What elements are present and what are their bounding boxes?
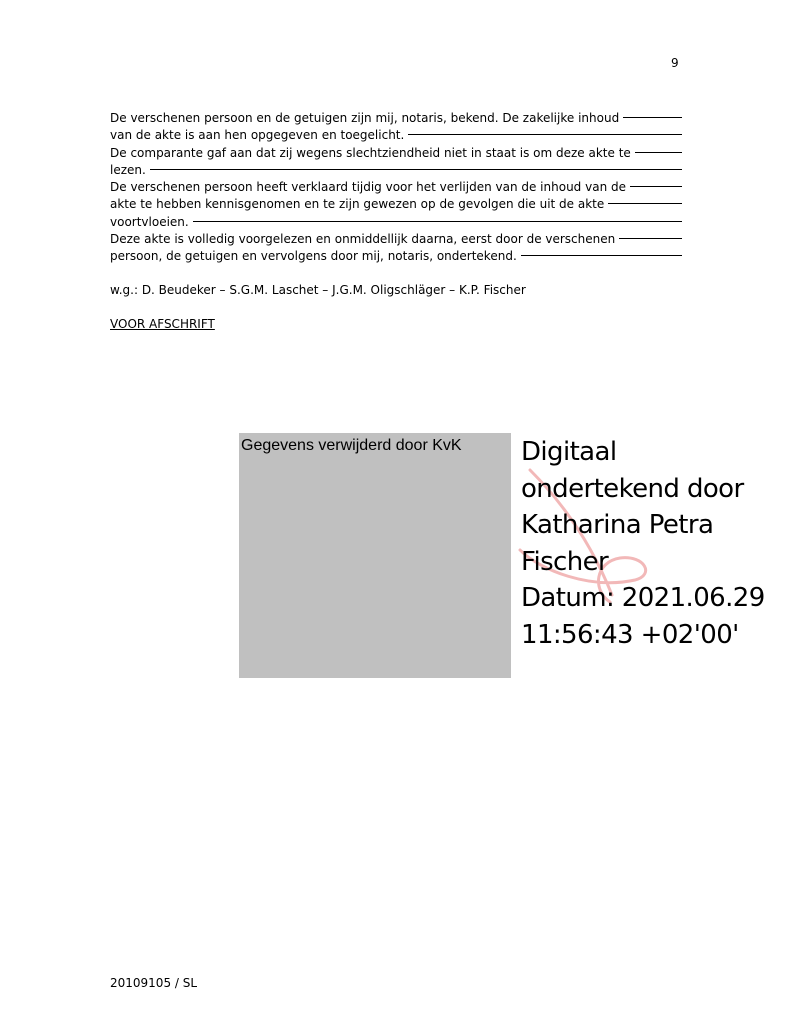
signature-line: Digitaal: [521, 437, 617, 467]
signature-line: Katharina Petra: [521, 510, 714, 540]
text-line: persoon, de getuigen en vervolgens door mij, notaris, ondertekend.: [110, 248, 682, 265]
text-line: De comparante gaf aan dat zij wegens slechtziendheid niet in staat is om deze akte te: [110, 145, 682, 162]
digital-signature-block: [521, 434, 765, 653]
text-line: lezen.: [110, 162, 682, 179]
copy-heading: VOOR AFSCHRIFT: [110, 317, 215, 331]
text-line: De verschenen persoon heeft verklaard tijdig voor het verlijden van de inhoud van de: [110, 179, 682, 196]
signature-line: 11:56:43 +02'00': [521, 619, 739, 650]
line-filler: [619, 238, 682, 239]
signatories-line: w.g.: D. Beudeker – S.G.M. Laschet – J.G.M. Oligschläger – K.P. Fischer: [110, 283, 526, 297]
document-reference: 20109105 / SL: [110, 976, 198, 990]
text-line: akte te hebben kennisgenomen en te zijn gewezen op de gevolgen die uit de akte: [110, 196, 682, 213]
line-filler: [635, 152, 682, 153]
page-number: 9: [671, 56, 679, 70]
text-line: Deze akte is volledig voorgelezen en onmiddellijk daarna, eerst door de verschenen: [110, 231, 682, 248]
line-filler: [408, 134, 682, 135]
text-line: De verschenen persoon en de getuigen zijn mij, notaris, bekend. De zakelijke inhoud: [110, 110, 682, 127]
signature-line: Datum: 2021.06.29: [521, 583, 765, 613]
redaction-label: Gegevens verwijderd door KvK: [241, 437, 462, 454]
line-filler: [150, 169, 682, 170]
text-line: van de akte is aan hen opgegeven en toegelicht.: [110, 127, 682, 144]
signature-line: Fischer: [521, 546, 609, 577]
line-filler: [193, 221, 682, 222]
line-filler: [608, 203, 682, 204]
deed-closing-text: [110, 110, 682, 266]
redaction-box: [239, 433, 511, 678]
text-line: voortvloeien.: [110, 214, 682, 231]
signature-line: ondertekend door: [521, 473, 744, 504]
line-filler: [623, 117, 682, 118]
line-filler: [630, 186, 682, 187]
line-filler: [521, 255, 682, 256]
